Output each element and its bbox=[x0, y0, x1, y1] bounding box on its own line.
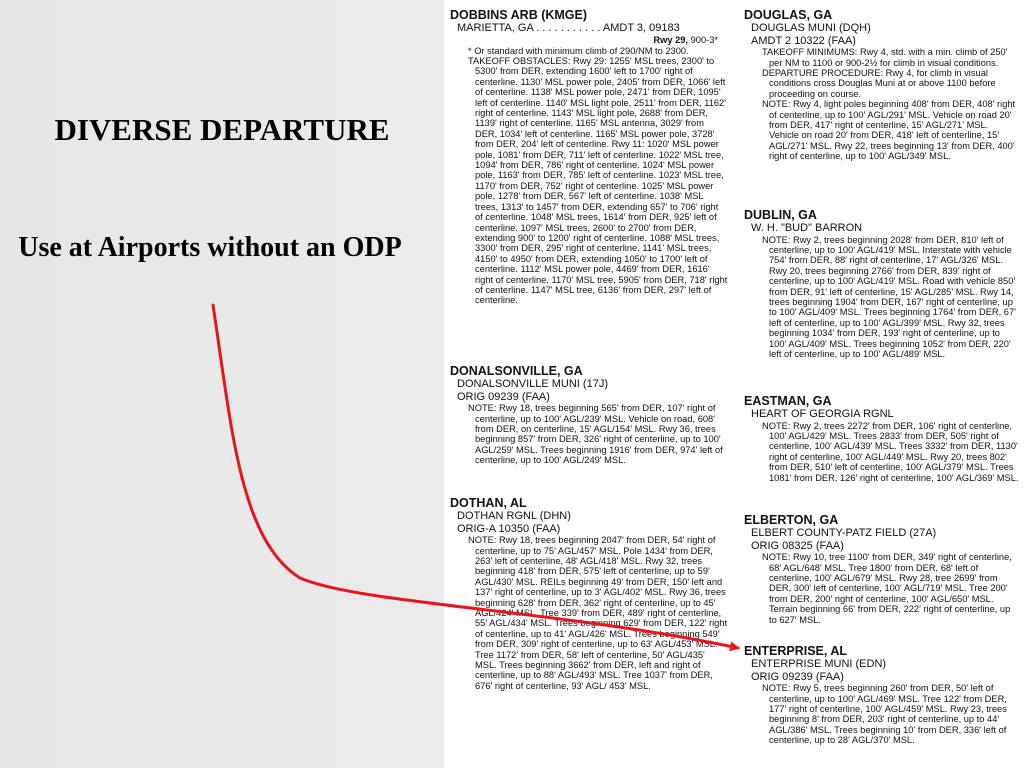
entry-line: MARIETTA, GA . . . . . . . . . . . AMDT 3, 09183 bbox=[457, 22, 680, 34]
entry-line: ORIG-A 10350 (FAA) bbox=[457, 522, 561, 535]
slide-title: DIVERSE DEPARTURE bbox=[54, 112, 390, 147]
entry-note: * Or standard with minimum climb of 290/NM to 2300. bbox=[468, 45, 689, 56]
entry-line: AMDT 2 10322 (FAA) bbox=[751, 34, 856, 47]
entry-line: ORIG 08325 (FAA) bbox=[751, 539, 844, 552]
entry-line: DOUGLAS MUNI (DQH) bbox=[751, 22, 871, 34]
entry-note: DEPARTURE PROCEDURE: Rwy 4, for climb in visual conditions cross Douglas Muni at or above 1100 before proceeding on course. bbox=[762, 68, 996, 99]
entry-note: NOTE: Rwy 2, trees 2272' from DER, 106' right of centerline, 100' AGL/429' MSL. Trees 2833' from DER, 505' right of centerline, 100' AGL/439' MSL. Trees 3332' from DER, 1130' right of centerline, 100' AGL/449' MSL. Rwy 20, trees 802' from DER, 510' left of centerline, 100' AGL/379' MSL. Trees 1081' from DER, 126' right of centerline, 100' AGL/369' MSL. bbox=[762, 420, 1019, 483]
slide-subtitle: Use at Airports without an ODP bbox=[18, 232, 402, 263]
entry-heading: DOUGLAS, GA bbox=[744, 8, 833, 22]
entry-line: W. H. "BUD" BARRON bbox=[751, 222, 863, 234]
entry-note: NOTE: Rwy 18, trees beginning 2047' from DER, 54' right of centerline, up to 75' AGL/457' MSL. Pole 1434' from DER, 263' left of centerline, 48' AGL/418' MSL. Rwy 32, trees beginning 418' from DER, 575' left of centerline, up to 59' AGL/430' MSL. REILs beginning 49' from DER, 150' left and 137' right of centerline, up to 3' AGL/402' MSL. Rwy 36, trees beginning 628' from DER, 362' right of centerline, up to 45' AGL/424' MSL. Tree 339' from DER, 489' right of centerline, 55' AGL/434' MSL. Trees beginning 629' from DER, 122' right of centerline, up to 41' AGL/426' MSL. Trees beginning 549' from DER, 309' right of centerline, up to 63' AGL/453' MSL. Tree 1172' from DER, 58' left of centerline, 50' AGL/435' MSL. Trees beginning 3662' from DER, left and right of centerline, up to 88' AGL/493' MSL. Tree 1037' from DER, 676' right of centerline, 93' AGL/ 453' MSL. bbox=[468, 535, 728, 691]
entry-heading: DUBLIN, GA bbox=[744, 208, 817, 222]
entry-note: NOTE: Rwy 2, trees beginning 2028' from DER, 810' left of centerline, up to 100' AGL/419' MSL. Interstate with vehicle 754' from DER, 88' right of centerline, 17' AGL/326' MSL. Rwy 20, trees beginning 2766' from DER, 839' right of centerline, up to 100' AGL/419' MSL. Road with vehicle 850' from DER, 91' left of centerline, 15' AGL/285' MSL. Rwy 14, trees beginning 1904' from DER, 167' right of centerline, up to 100' AGL/409' MSL. Trees beginning 1764' from DER, 67' left of centerline, up to 100' AGL/399' MSL. Rwy 32, trees beginning 1034' from DER, 193' right of centerline, up to 100' AGL/409' MSL. Trees beginning 1052' from DER, 220' left of centerline, up to 100' AGL/489' MSL. bbox=[762, 234, 1016, 360]
entry-heading: EASTMAN, GA bbox=[744, 394, 832, 408]
entry-note: TAKEOFF MINIMUMS: Rwy 4, std. with a min. climb of 250' per NM to 1100 or 900-2½ for climb in visual conditions. bbox=[762, 47, 1008, 68]
entry-note: NOTE: Rwy 10, tree 1100' from DER, 349' right of centerline, 68' AGL/648' MSL. Tree 1800' from DER, 68' left of centerline, 100' AGL/679' MSL. Rwy 28, tree 2699' from DER, 300' left of centerline, 100' AGL/719' MSL. Tree 200' from DER, 200' right of centerline, 100' AGL/650' MSL. Terrain beginning 66' from DER, 222' right of centerline, up to 627' MSL. bbox=[762, 552, 1012, 625]
entry-heading: DOTHAN, AL bbox=[450, 496, 527, 510]
entry-line: ELBERT COUNTY-PATZ FIELD (27A) bbox=[751, 527, 937, 539]
entry-line: ORIG 09239 (FAA) bbox=[457, 390, 550, 403]
entry-note: TAKEOFF OBSTACLES: Rwy 29: 1255' MSL trees, 2300' to 5300' from DER, extending 1600' left to 1700' right of centerline. 1130' MSL power pole, 2405' from DER, 1066' left of centerline. 1138' MSL power pole, 2471' from DER, 1095' left of centerline. 1140' MSL light pole, 2511' from DER, 1162' right of centerline. 1143' MSL light pole, 2688' from DER, 1139' right of centerline. 1165' MSL antenna, 3029' from DER, 1034' left of centerline. 1165' MSL power pole, 3728' from DER, 204' left of centerline. Rwy 11: 1020' MSL power pole, 1081' from DER, 711' left of centerline. 1022' MSL tree, 1094' from DER, 786' right of centerline. 1024' MSL power pole, 1163' from DER, 785' left of centerline. 1023' MSL tree, 1170' from DER, 752' right of centerline. 1025' MSL power pole, 1278' from DER, 567' left of centerline. 1038' MSL trees, 1313' to 1457' from DER, extending 657' to 706' right of centerline. 1048' MSL trees, 1614' from DER, 925' left of centerline. 1097' MSL trees, 2600' to 2700' from DER, extending 900' to 1200' right of centerline. 1088' MSL trees, 3300' from DER, 295' right of centerline. 1141' MSL trees, 4150' to 4950' from DER, extending 1050' to 1700' left of centerline. 1112' MSL power pole, 4469' from DER, 1616' right of centerline. 1170' MSL tree, 5905' from DER, 718' right of centerline. 1147' MSL tree, 6136' from DER, 297' left of centerline. bbox=[468, 56, 728, 306]
entry-note: NOTE: Rwy 4, light poles beginning 408' from DER, 408' right of centerline, up to 100' AGL/291' MSL. Vehicle on road 20' from DER, 417' right of centerline, 15' AGL/271' MSL. Vehicle on road 20' from DER, 418' left of centerline, 15' AGL/271' MSL. Rwy 22, trees beginning 13' from DER, 400' right of centerline, up to 100' AGL/349' MSL. bbox=[762, 99, 1016, 162]
entry-note: NOTE: Rwy 5, trees beginning 260' from DER, 50' left of centerline, up to 100' AGL/469' MSL. Tree 122' from DER, 177' right of centerline, 100' AGL/459' MSL. Rwy 23, trees beginning 8' from DER, 203' right of centerline, up to 44' AGL/386' MSL. Trees beginning 10' from DER, 336' left of centerline, up to 28' AGL/370' MSL. bbox=[762, 683, 1007, 746]
entry-note: NOTE: Rwy 18, trees beginning 565' from DER, 107' right of centerline, up to 100' AGL/239' MSL. Vehicle on road, 608' from DER, on centerline, 15' AGL/154' MSL. Rwy 36, trees beginning 857' from DER, 326' right of centerline, up to 100' AGL/259' MSL. Trees beginning 1916' from DER, 974' left of centerline, up to 100' AGL/249' MSL. bbox=[468, 403, 723, 466]
runway-label: Rwy 29, bbox=[653, 34, 689, 45]
entry-heading: ELBERTON, GA bbox=[744, 513, 839, 527]
entry-line: DONALSONVILLE MUNI (17J) bbox=[457, 378, 608, 390]
arrow-line bbox=[213, 305, 738, 648]
entry-heading: DONALSONVILLE, GA bbox=[450, 364, 583, 378]
runway-value: 900-3* bbox=[688, 34, 718, 45]
entry-line: ENTERPRISE MUNI (EDN) bbox=[751, 658, 887, 670]
entry-heading: ENTERPRISE, AL bbox=[744, 644, 848, 658]
entry-line: ORIG 09239 (FAA) bbox=[751, 670, 844, 683]
entry-line: DOTHAN RGNL (DHN) bbox=[457, 510, 571, 522]
entry-line: HEART OF GEORGIA RGNL bbox=[751, 408, 894, 420]
entry-heading: DOBBINS ARB (KMGE) bbox=[450, 8, 588, 22]
